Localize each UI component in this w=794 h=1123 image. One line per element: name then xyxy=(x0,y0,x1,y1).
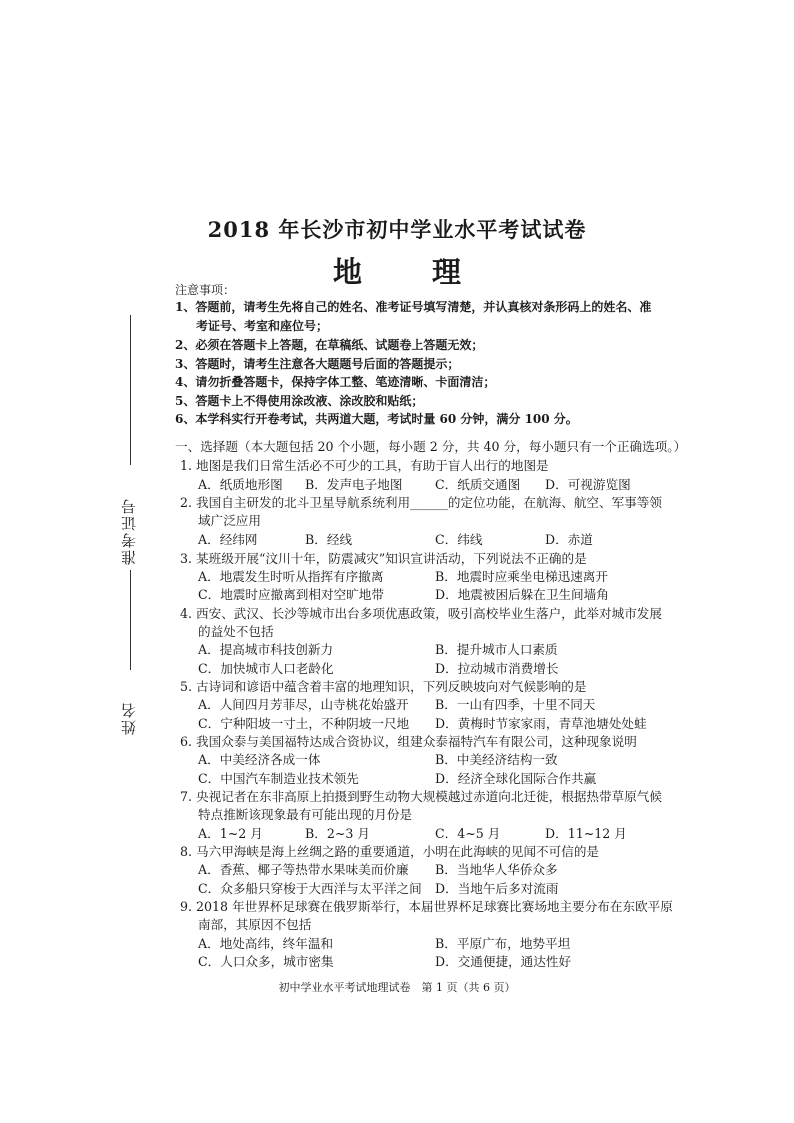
option-d: D．拉动城市消费增长 xyxy=(435,661,559,676)
option-a: A．经纬网 xyxy=(198,532,258,547)
note-1-cont: 考证号、考室和座位号； xyxy=(196,319,329,333)
option-d: D．黄梅时节家家雨，青草池塘处处蛙 xyxy=(435,716,647,731)
question-stem: 8. 马六甲海峡是海上丝绸之路的重要通道，小明在此海峡的见闻不可信的是 xyxy=(180,844,600,859)
question-stem: 2. 我国自主研发的北斗卫星导航系统利用______的定位功能，在航海、航空、军事等领 xyxy=(180,495,662,510)
note-2: 2、必须在答题卡上答题，在草稿纸、试题卷上答题无效； xyxy=(175,338,484,352)
option-b: B．当地华人华侨众多 xyxy=(435,862,558,877)
question-stem: 7. 央视记者在东非高原上拍摄到野生动物大规模越过赤道向北迁徙，根据热带草原气候 xyxy=(180,789,662,804)
question-stem-cont: 特点推断该现象最有可能出现的月份是 xyxy=(198,807,413,822)
option-c: C．地震时应撤离到相对空旷地带 xyxy=(198,587,384,602)
page-footer: 初中学业水平考试地理试卷 第 1 页（共 6 页） xyxy=(278,981,516,994)
option-c: C．宁种阳坡一寸土，不种阴坡一尺地 xyxy=(198,716,410,731)
option-a: A．提高城市科技创新力 xyxy=(198,642,334,657)
question-stem-cont: 南部，其原因不包括 xyxy=(198,917,312,932)
option-c: C．人口众多，城市密集 xyxy=(198,954,334,969)
note-5: 5、答题卡上不得使用涂改液、涂改胶和贴纸； xyxy=(175,394,424,408)
note-3: 3、答题时，请考生注意各大题题号后面的答题提示； xyxy=(175,357,460,371)
question-stem: 9. 2018 年世界杯足球赛在俄罗斯举行，本届世界杯足球赛比赛场地主要分布在东欧平原 xyxy=(180,899,673,914)
option-b: B．平原广布，地势平坦 xyxy=(435,936,571,951)
option-c: C．中国汽车制造业技术领先 xyxy=(198,771,359,786)
option-d: D．赤道 xyxy=(545,532,593,547)
option-d: D．当地午后多对流雨 xyxy=(435,881,559,896)
exam-number-label: 准考证号 xyxy=(120,497,138,565)
option-d: D．11~12 月 xyxy=(545,826,627,841)
option-a: A．纸质地形图 xyxy=(198,477,283,492)
question-stem: 4. 西安、武汉、长沙等城市出台多项优惠政策，吸引高校毕业生落户，此举对城市发展 xyxy=(180,606,662,621)
question-stem-cont: 域广泛应用 xyxy=(198,513,261,528)
option-d: D．可视游览图 xyxy=(545,477,631,492)
option-b: B．提升城市人口素质 xyxy=(435,642,558,657)
option-b: B．地震时应乘坐电梯迅速离开 xyxy=(435,569,608,584)
exam-number-line xyxy=(130,570,131,670)
note-6: 6、本学科实行开卷考试，共两道大题，考试时量 60 分钟，满分 100 分。 xyxy=(175,412,578,426)
option-c: C．众多船只穿梭于大西洋与太平洋之间 xyxy=(198,881,422,896)
question-stem: 3. 某班级开展“汶川十年，防震减灾”知识宣讲活动，下列说法不正确的是 xyxy=(180,551,587,566)
question-stem: 6. 我国众泰与美国福特达成合资协议，组建众泰福特汽车有限公司，这种现象说明 xyxy=(180,734,637,749)
option-b: B．一山有四季，十里不同天 xyxy=(435,697,596,712)
option-a: A．香蕉、椰子等热带水果味美而价廉 xyxy=(198,862,409,877)
subject-title: 地 理 xyxy=(332,255,492,289)
option-a: A．地震发生时听从指挥有序撤离 xyxy=(198,569,384,584)
option-a: A．1~2 月 xyxy=(198,826,263,841)
option-b: B．发声电子地图 xyxy=(305,477,403,492)
option-a: A．地处高纬，终年温和 xyxy=(198,936,334,951)
option-b: B．经线 xyxy=(305,532,353,547)
binding-line-top xyxy=(130,315,131,465)
question-stem: 5. 古诗词和谚语中蕴含着丰富的地理知识，下列反映坡向对气候影响的是 xyxy=(180,679,587,694)
option-c: C．4~5 月 xyxy=(435,826,501,841)
option-b: B．2~3 月 xyxy=(305,826,371,841)
option-b: B．中美经济结构一致 xyxy=(435,752,558,767)
option-a: A．人间四月芳菲尽，山寺桃花始盛开 xyxy=(198,697,409,712)
note-1: 1、答题前，请考生先将自己的姓名、准考证号填写清楚，并认真核对条形码上的姓名、准 xyxy=(175,300,652,314)
note-4: 4、请勿折叠答题卡，保持字体工整、笔迹清晰、卡面清洁； xyxy=(175,375,496,389)
question-stem-cont: 的益处不包括 xyxy=(198,624,274,639)
name-label: 姓名 xyxy=(120,701,138,735)
option-c: C．加快城市人口老龄化 xyxy=(198,661,334,676)
option-d: D．交通便捷，通达性好 xyxy=(435,954,572,969)
option-d: D．经济全球化国际合作共赢 xyxy=(435,771,597,786)
section-heading: 一、选择题（本大题包括 20 个小题，每小题 2 分，共 40 分，每小题只有一个正确选项。） xyxy=(175,439,687,454)
option-d: D．地震被困后躲在卫生间墙角 xyxy=(435,587,609,602)
option-a: A．中美经济各成一体 xyxy=(198,752,321,767)
exam-title: 2018 年长沙市初中学业水平考试试卷 xyxy=(207,217,587,242)
option-c: C．纬线 xyxy=(435,532,483,547)
question-stem: 1. 地图是我们日常生活必不可少的工具，有助于盲人出行的地图是 xyxy=(180,458,549,473)
notes-heading: 注意事项： xyxy=(175,283,236,297)
option-c: C．纸质交通图 xyxy=(435,477,521,492)
